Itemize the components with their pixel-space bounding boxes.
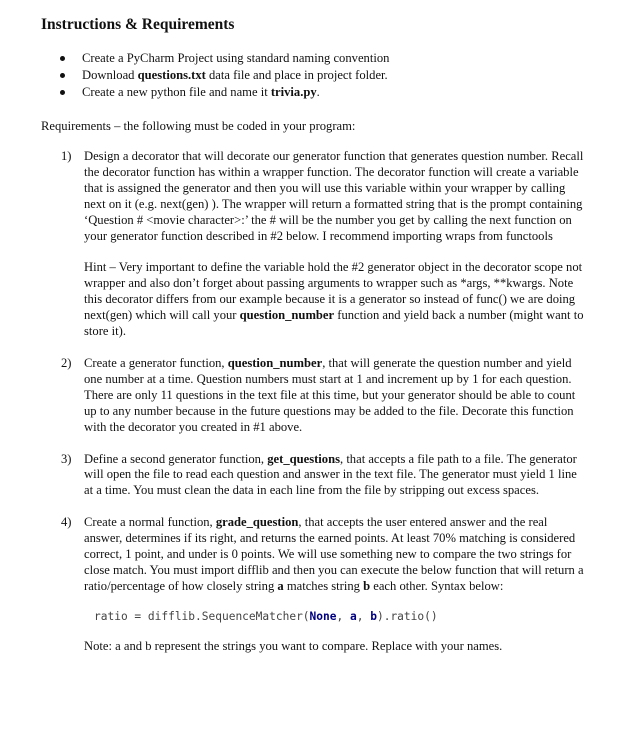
bullet-text: Download [82,68,138,82]
variable-b: b [363,578,371,593]
bullet-item [57,84,389,101]
requirement-item [61,356,586,436]
bullet-item [57,50,389,67]
code-text: , [336,609,350,623]
requirement-text [84,515,586,595]
code-text: ).ratio() [376,609,438,623]
setup-bullet-list [57,50,389,101]
page-title: Instructions & Requirements [41,16,235,33]
bullet-filename: questions.txt [137,68,206,82]
text-run: , that accepts a file path to a file. The generator will open the file to read each question and answer in the text file. The generator must yield 1 line at a time. You must clean the data in each line from the file by stripping out excess spaces. [84,451,577,498]
code-text: ratio = difflib.SequenceMatcher( [94,609,310,623]
bullet-text: . [316,85,320,99]
function-name: question_number [227,355,323,370]
variable-a: a [277,578,284,593]
code-keyword: a [349,609,357,623]
hint-function-name: question_number [239,308,335,323]
requirements-intro: Requirements – the following must be coded in your program: [41,119,356,133]
bullet-text: Create a PyCharm Project using standard naming convention [82,51,390,65]
text-run: Create a normal function, [84,515,216,530]
requirement-item [61,515,586,654]
text-run: each other. Syntax below: [370,578,504,593]
code-text: , [356,609,371,623]
requirement-text [84,452,586,500]
text-run: Define a second generator function, [84,451,268,466]
code-keyword: None [309,609,337,623]
text-run: Create a generator function, [84,355,228,370]
hint-text: function and yield back a number (might want to store it). [84,308,584,339]
function-name: grade_question [215,515,299,530]
requirement-text: Design a decorator that will decorate our generator function that generates question number. Recall the decorator function has within a wrapper function. The decorator function will create a variable that is assigned the generator and then you will use this variable within your wrapper by calling next on it (e.g. next(gen) ). The wrapper will return a formatted string that is the prompt containing ‘Question # <movie character>:’ the # will be the number you get by calling the next function on your generator function described in #2 below. I recommend importing wraps from functools [84,149,584,243]
requirement-number: 3) [61,451,72,466]
requirement-item [61,452,586,500]
requirements-list [61,149,586,671]
code-keyword: b [370,609,377,623]
text-run: , that will generate the question number and yield one number at a time. Question numbers must start at 1 and increment up by 1 for each question. There are only 11 questions in the text file at this time, but your generator should be able to count up to any number because in the future questions may be added to the file. Decorate this function with the decorator you created in #1 above. [84,355,576,434]
bullet-item [57,67,389,84]
requirement-text [84,356,586,436]
bullet-text: Create a new python file and name it [82,85,271,99]
requirement-number: 1) [61,149,72,163]
requirement-number: 2) [61,355,72,370]
requirement-note: Note: a and b represent the strings you want to compare. Replace with your names. [84,638,503,653]
text-run: matches string [283,578,364,593]
requirement-hint [84,260,586,340]
bullet-text: data file and place in project folder. [205,68,388,82]
text-run: , that accepts the user entered answer and the real answer, determines if its right, and returns the earned points. At least 70% matching is considered correct, 1 point, and under is 0 points. We will use something new to compare the two strings for close match. You must import difflib and then you can execute the below function that will return a ratio/percentage of how closely string [84,515,584,593]
code-snippet [84,609,586,625]
requirement-item [61,149,586,340]
requirement-number: 4) [61,515,72,530]
function-name: get_questions [267,451,341,466]
hint-text: Hint – Very important to define the variable hold the #2 generator object in the decorator scope not wrapper and also don’t forget about passing arguments to wrapper such as *args, **kwargs. Note this decorator differs from our example because it is a generator so instead of func() we are doing next(gen) which will call your [84,260,583,323]
bullet-filename: trivia.py [270,85,317,99]
